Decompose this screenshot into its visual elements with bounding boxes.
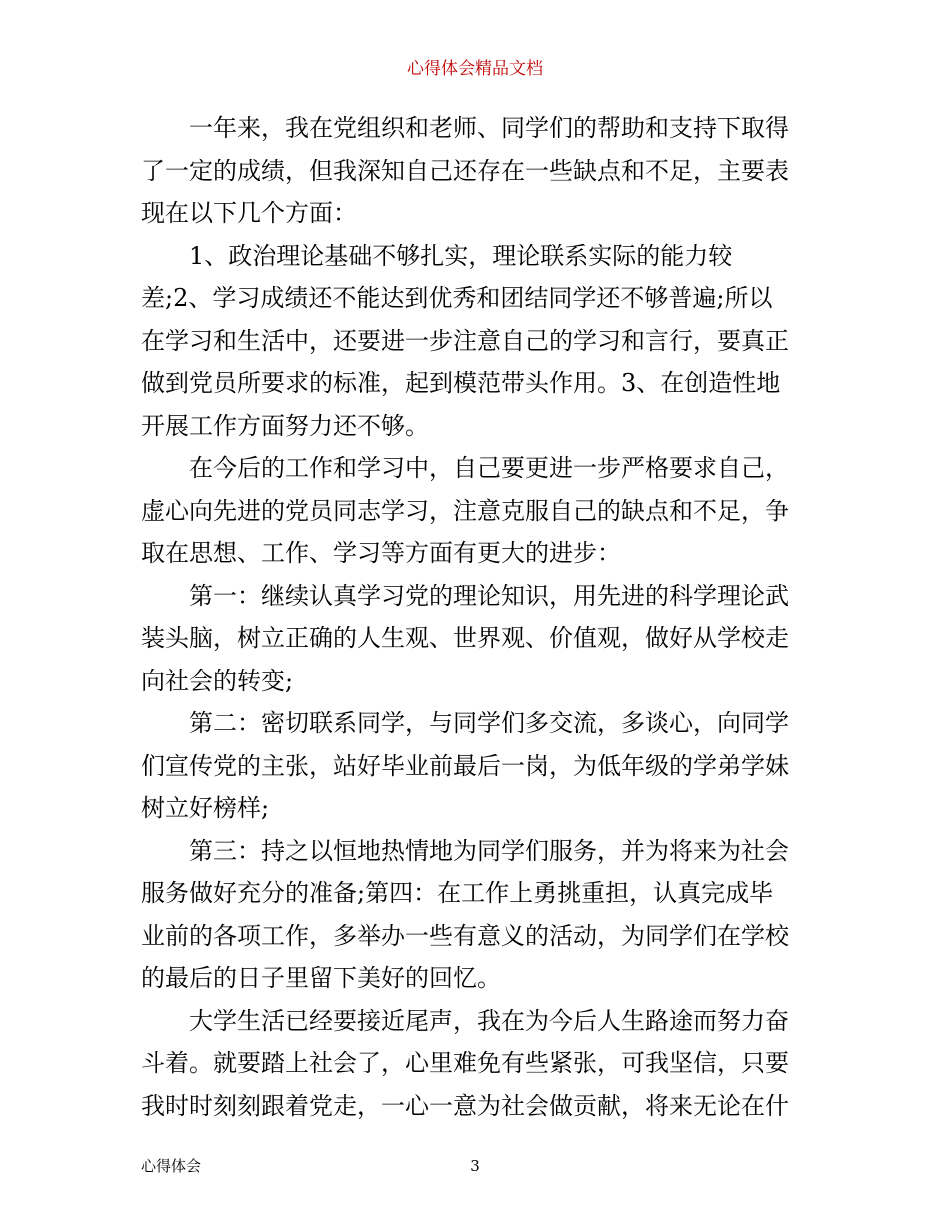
body-line: 开展工作方面努力还不够。 — [141, 412, 429, 440]
body-line: 取在思想、工作、学习等方面有更大的进步： — [141, 539, 621, 567]
body-line: 第三：持之以恒地热情地为同学们服务，并为将来为社会 — [189, 837, 789, 865]
page-header-title: 心得体会精品文档 — [407, 59, 543, 79]
body-line: 第一：继续认真学习党的理论知识，用先进的科学理论武 — [189, 582, 789, 610]
body-line: 第二：密切联系同学，与同学们多交流，多谈心，向同学 — [189, 709, 789, 737]
body-line: 一年来，我在党组织和老师、同学们的帮助和支持下取得 — [189, 114, 789, 142]
body-line: 向社会的转变; — [141, 667, 294, 695]
body-line: 了一定的成绩，但我深知自己还存在一些缺点和不足，主要表 — [141, 157, 789, 185]
body-line: 1、政治理论基础不够扎实，理论联系实际的能力较 — [189, 242, 733, 270]
body-line: 虚心向先进的党员同志学习，注意克服自己的缺点和不足，争 — [141, 497, 789, 525]
body-line: 在学习和生活中，还要进一步注意自己的学习和言行，要真正 — [141, 327, 789, 355]
body-line: 装头脑，树立正确的人生观、世界观、价值观，做好从学校走 — [141, 624, 789, 652]
body-line: 现在以下几个方面： — [141, 199, 357, 227]
body-line: 们宣传党的主张，站好毕业前最后一岗，为低年级的学弟学妹 — [141, 752, 789, 780]
body-line: 斗着。就要踏上社会了，心里难免有些紧张，可我坚信，只要 — [141, 1049, 789, 1077]
footer-label: 心得体会 — [141, 1157, 202, 1175]
page-number: 3 — [470, 1157, 480, 1175]
body-line: 做到党员所要求的标准，起到模范带头作用。3、在创造性地 — [141, 369, 781, 397]
body-line: 我时时刻刻跟着党走，一心一意为社会做贡献，将来无论在什 — [141, 1092, 789, 1120]
body-line: 差;2、学习成绩还不能达到优秀和团结同学还不够普遍;所以 — [141, 284, 773, 312]
body-line: 业前的各项工作，多举办一些有意义的活动，为同学们在学校 — [141, 922, 789, 950]
body-line: 大学生活已经要接近尾声，我在为今后人生路途而努力奋 — [189, 1007, 789, 1035]
body-line: 服务做好充分的准备;第四：在工作上勇挑重担，认真完成毕 — [141, 879, 774, 907]
body-line: 的最后的日子里留下美好的回忆。 — [141, 964, 501, 992]
body-line: 树立好榜样; — [141, 794, 270, 822]
body-line: 在今后的工作和学习中，自己要更进一步严格要求自己， — [189, 454, 789, 482]
